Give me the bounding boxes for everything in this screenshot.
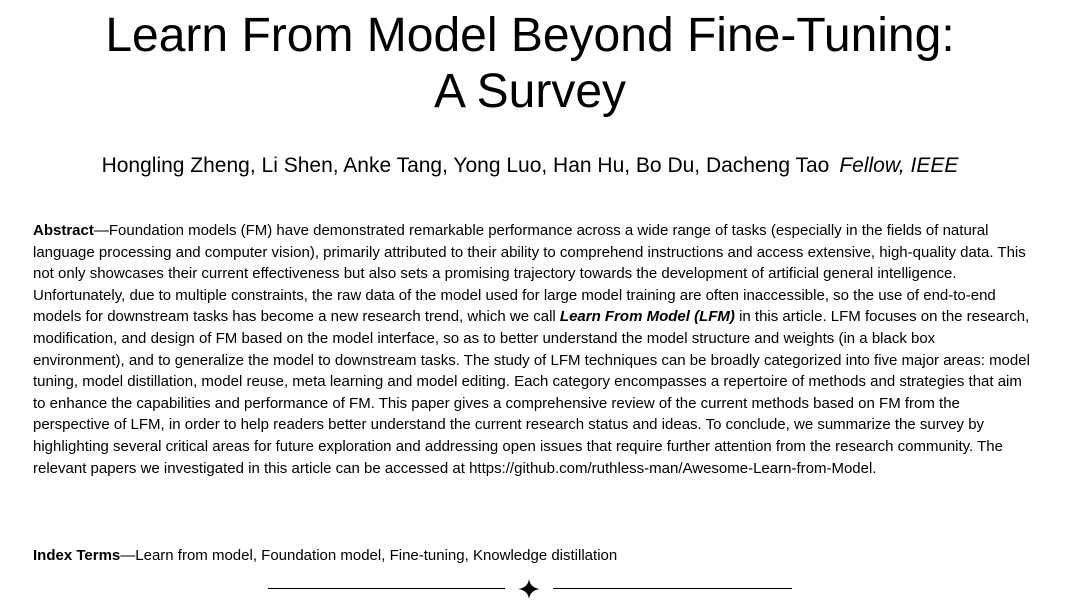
divider-rule-left (268, 588, 505, 589)
author-line (0, 152, 1060, 180)
abstract-dash: — (93, 222, 109, 239)
author-list: Hongling Zheng, Li Shen, Anke Tang, Yong Luo, Han Hu, Bo Du, Dacheng Tao (101, 154, 830, 177)
abstract-text-part-2: in this article. LFM focuses on the research, modification, and design of FM based on the model interface, so as to better understand the model structure and weights (in a black box environment), and to generalize the model to downstream tasks. The study of LFM techniques can be broadly categorized into five major areas: model tuning, model distillation, model reuse, meta learning and model editing. Each category encompasses a repertoire of methods and strategies that aim to enhance the capabilities and performance of FM. This paper gives a comprehensive review of the current methods based on FM from the perspective of LFM, in order to help readers better understand the current research status and ideas. To conclude, we summarize the survey by highlighting several critical areas for future exploration and addressing open issues that require further attention from the research community. The relevant papers we investigated in this article can be accessed at https://github.com/ruthless-man/Awesome-Learn-from-Model. (33, 308, 1030, 477)
author-fellow-suffix: Fellow, IEEE (839, 154, 959, 177)
paper-title-line-2: A Survey (433, 65, 627, 118)
index-terms-label: Index Terms (33, 547, 121, 564)
index-terms-dash: — (120, 547, 136, 564)
index-terms-list: Learn from model, Foundation model, Fine-tuning, Knowledge distillation (135, 547, 618, 564)
abstract-emphasis-lfm: Learn From Model (LFM) (559, 308, 735, 326)
abstract-label: Abstract (33, 222, 94, 239)
abstract-text-part-1: Foundation models (FM) have demonstrated remarkable performance across a wide range of tasks (especially in the fields of natural language processing and computer vision), primarily attributed to their ability to comprehend instructions and access extensive, high-quality data. This not only showcases their current effectiveness but also sets a promising trajectory towards the development of artificial general intelligence. Unfortunately, due to multiple constraints, the raw data of the model used for large model training are often inaccessible, so the use of end-to-end models for downstream tasks has become a new research trend, which we call (33, 222, 1026, 326)
four-point-star-icon (518, 579, 540, 599)
section-divider (268, 579, 792, 599)
abstract (33, 220, 1031, 479)
paper-title-line-1: Learn From Model Beyond Fine-Tuning: (105, 9, 955, 62)
paper-title (0, 8, 1060, 120)
index-terms (33, 545, 1031, 566)
divider-rule-right (553, 588, 792, 589)
